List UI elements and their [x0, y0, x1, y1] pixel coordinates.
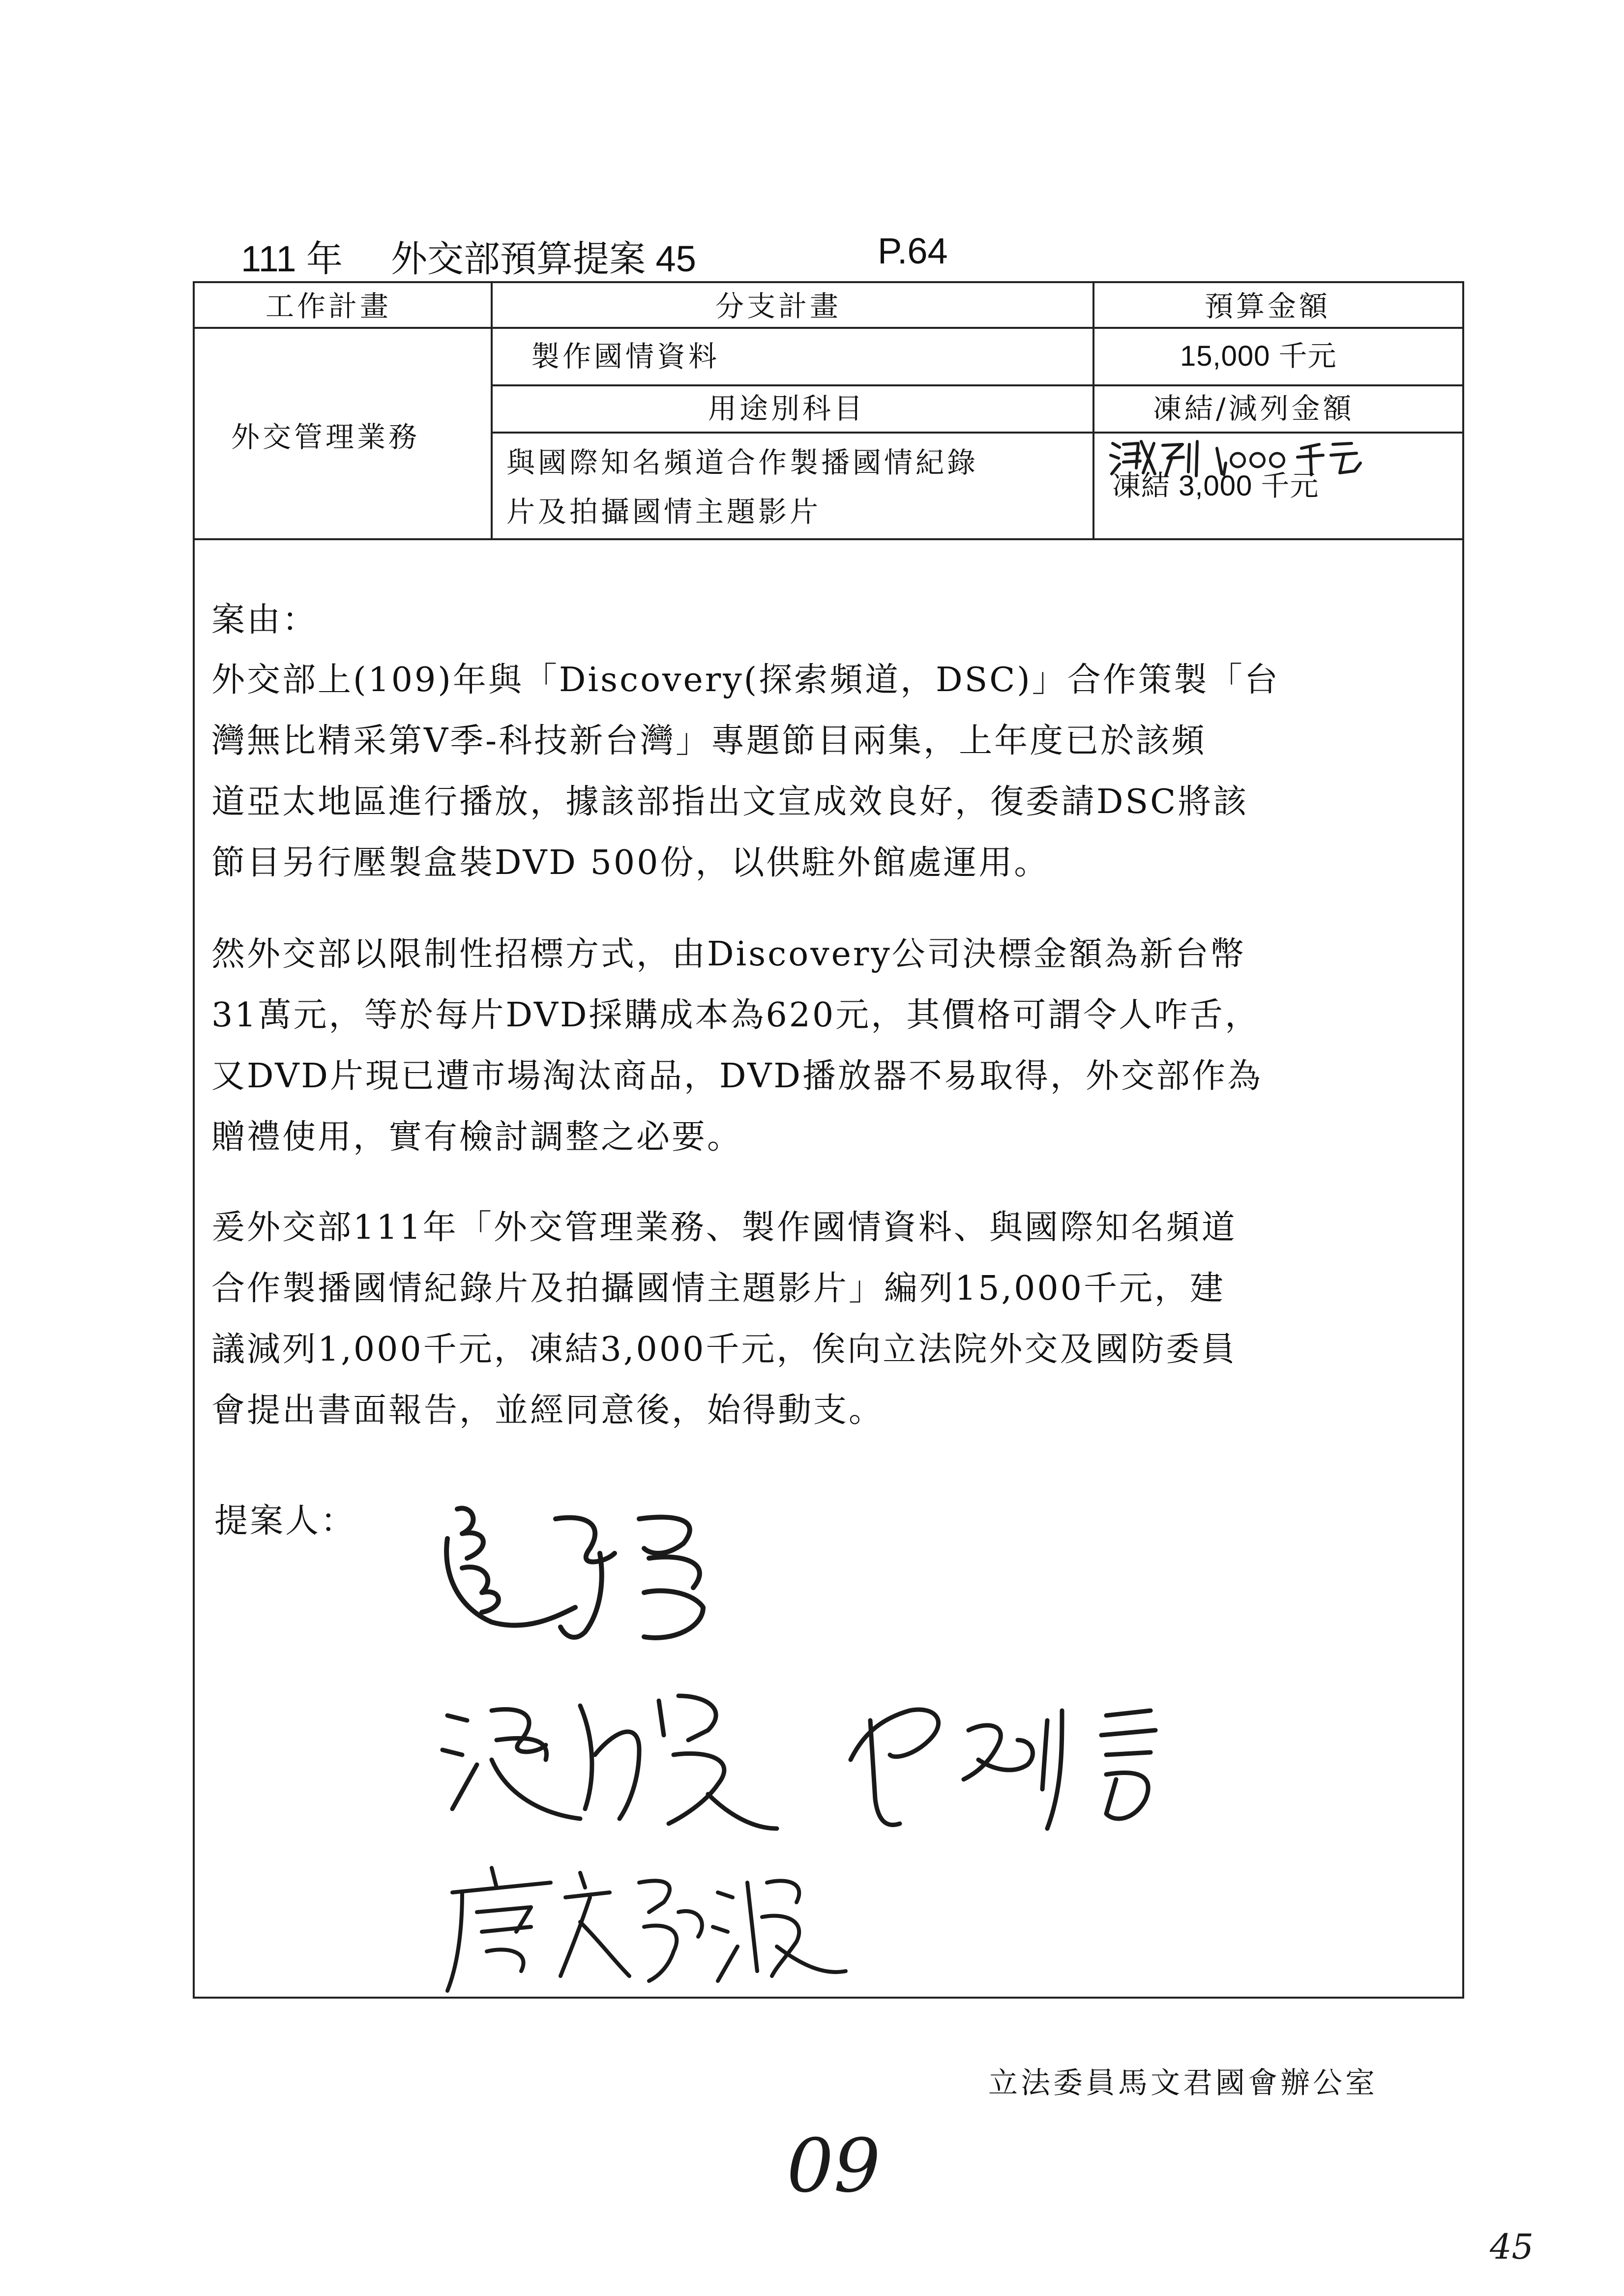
- paragraph-line: 爰外交部111年「外交管理業務、製作國情資料、與國際知名頻道: [211, 1208, 1237, 1247]
- table-divider: [491, 384, 1464, 386]
- paragraph-3: [211, 1197, 1460, 1441]
- page-number: 45: [1490, 2227, 1534, 2267]
- table-divider: [491, 281, 493, 539]
- signature-3: [831, 1691, 1264, 1838]
- header-title: 外交部預算提案 45: [391, 238, 696, 279]
- paragraph-line: 外交部上(109)年與「Discovery(探索頻道，DSC)」合作策製「台: [211, 661, 1280, 699]
- paragraph-line: 31萬元，等於每片DVD採購成本為620元，其價格可謂令人咋舌，: [211, 996, 1261, 1035]
- paragraph-line: 會提出書面報告，並經同意後，始得動支。: [211, 1391, 885, 1430]
- col-subject-header: 用途別科目: [708, 392, 866, 425]
- subject-line-2: 片及拍攝國情主題影片: [506, 495, 822, 528]
- table-divider: [193, 538, 1464, 540]
- table-divider: [193, 327, 1464, 329]
- sub-plan-value: 製作國情資料: [531, 340, 720, 373]
- work-plan-value: 外交管理業務: [231, 420, 420, 454]
- paragraph-line: 灣無比精采第Ⅴ季-科技新台灣」專題節目兩集，上年度已於該頻: [211, 722, 1207, 760]
- col-freeze-header: 凍結/減列金額: [1153, 392, 1355, 425]
- reason-label: 案由：: [211, 601, 318, 639]
- paragraph-line: 又DVD片現已遭市場淘汰商品，DVD播放器不易取得，外交部作為: [211, 1057, 1263, 1096]
- paragraph-1: [211, 650, 1460, 894]
- paragraph-line: 節目另行壓製盒裝DVD 500份，以供駐外館處運用。: [211, 843, 1050, 882]
- signature-4: [433, 1853, 856, 2001]
- signature-2: [433, 1681, 787, 1843]
- proposer-label: 提案人：: [214, 1502, 356, 1540]
- paragraph-line: 然外交部以限制性招標方式，由Discovery公司決標金額為新台幣: [211, 935, 1246, 974]
- col-budget-header: 預算金額: [1205, 290, 1331, 323]
- paragraph-2: [211, 924, 1460, 1168]
- paragraph-line: 議減列1,000千元，凍結3,000千元，俟向立法院外交及國防委員: [211, 1330, 1237, 1369]
- signature-1: [428, 1494, 742, 1652]
- budget-amount: 15,000 千元: [1180, 340, 1337, 372]
- freeze-amount: 凍結 3,000 千元: [1112, 470, 1319, 502]
- col-work-plan-header: 工作計畫: [266, 290, 392, 323]
- paragraph-line: 合作製播國情紀錄片及拍攝國情主題影片」編列15,000千元，建: [211, 1269, 1225, 1308]
- paragraph-line: 贈禮使用，實有檢討調整之必要。: [211, 1118, 743, 1157]
- table-divider: [1093, 281, 1094, 539]
- paragraph-line: 道亞太地區進行播放，據該部指出文宣成效良好，復委請DSC將該: [211, 783, 1249, 821]
- handwritten-sequence-number: 09: [787, 2123, 881, 2209]
- subject-line-1: 與國際知名頻道合作製播國情紀錄: [506, 446, 979, 479]
- office-name: 立法委員馬文君國會辦公室: [988, 2066, 1378, 2100]
- col-sub-plan-header: 分支計畫: [715, 290, 842, 323]
- header-year: 111 年: [241, 238, 343, 279]
- header-page-ref: P.64: [878, 231, 948, 271]
